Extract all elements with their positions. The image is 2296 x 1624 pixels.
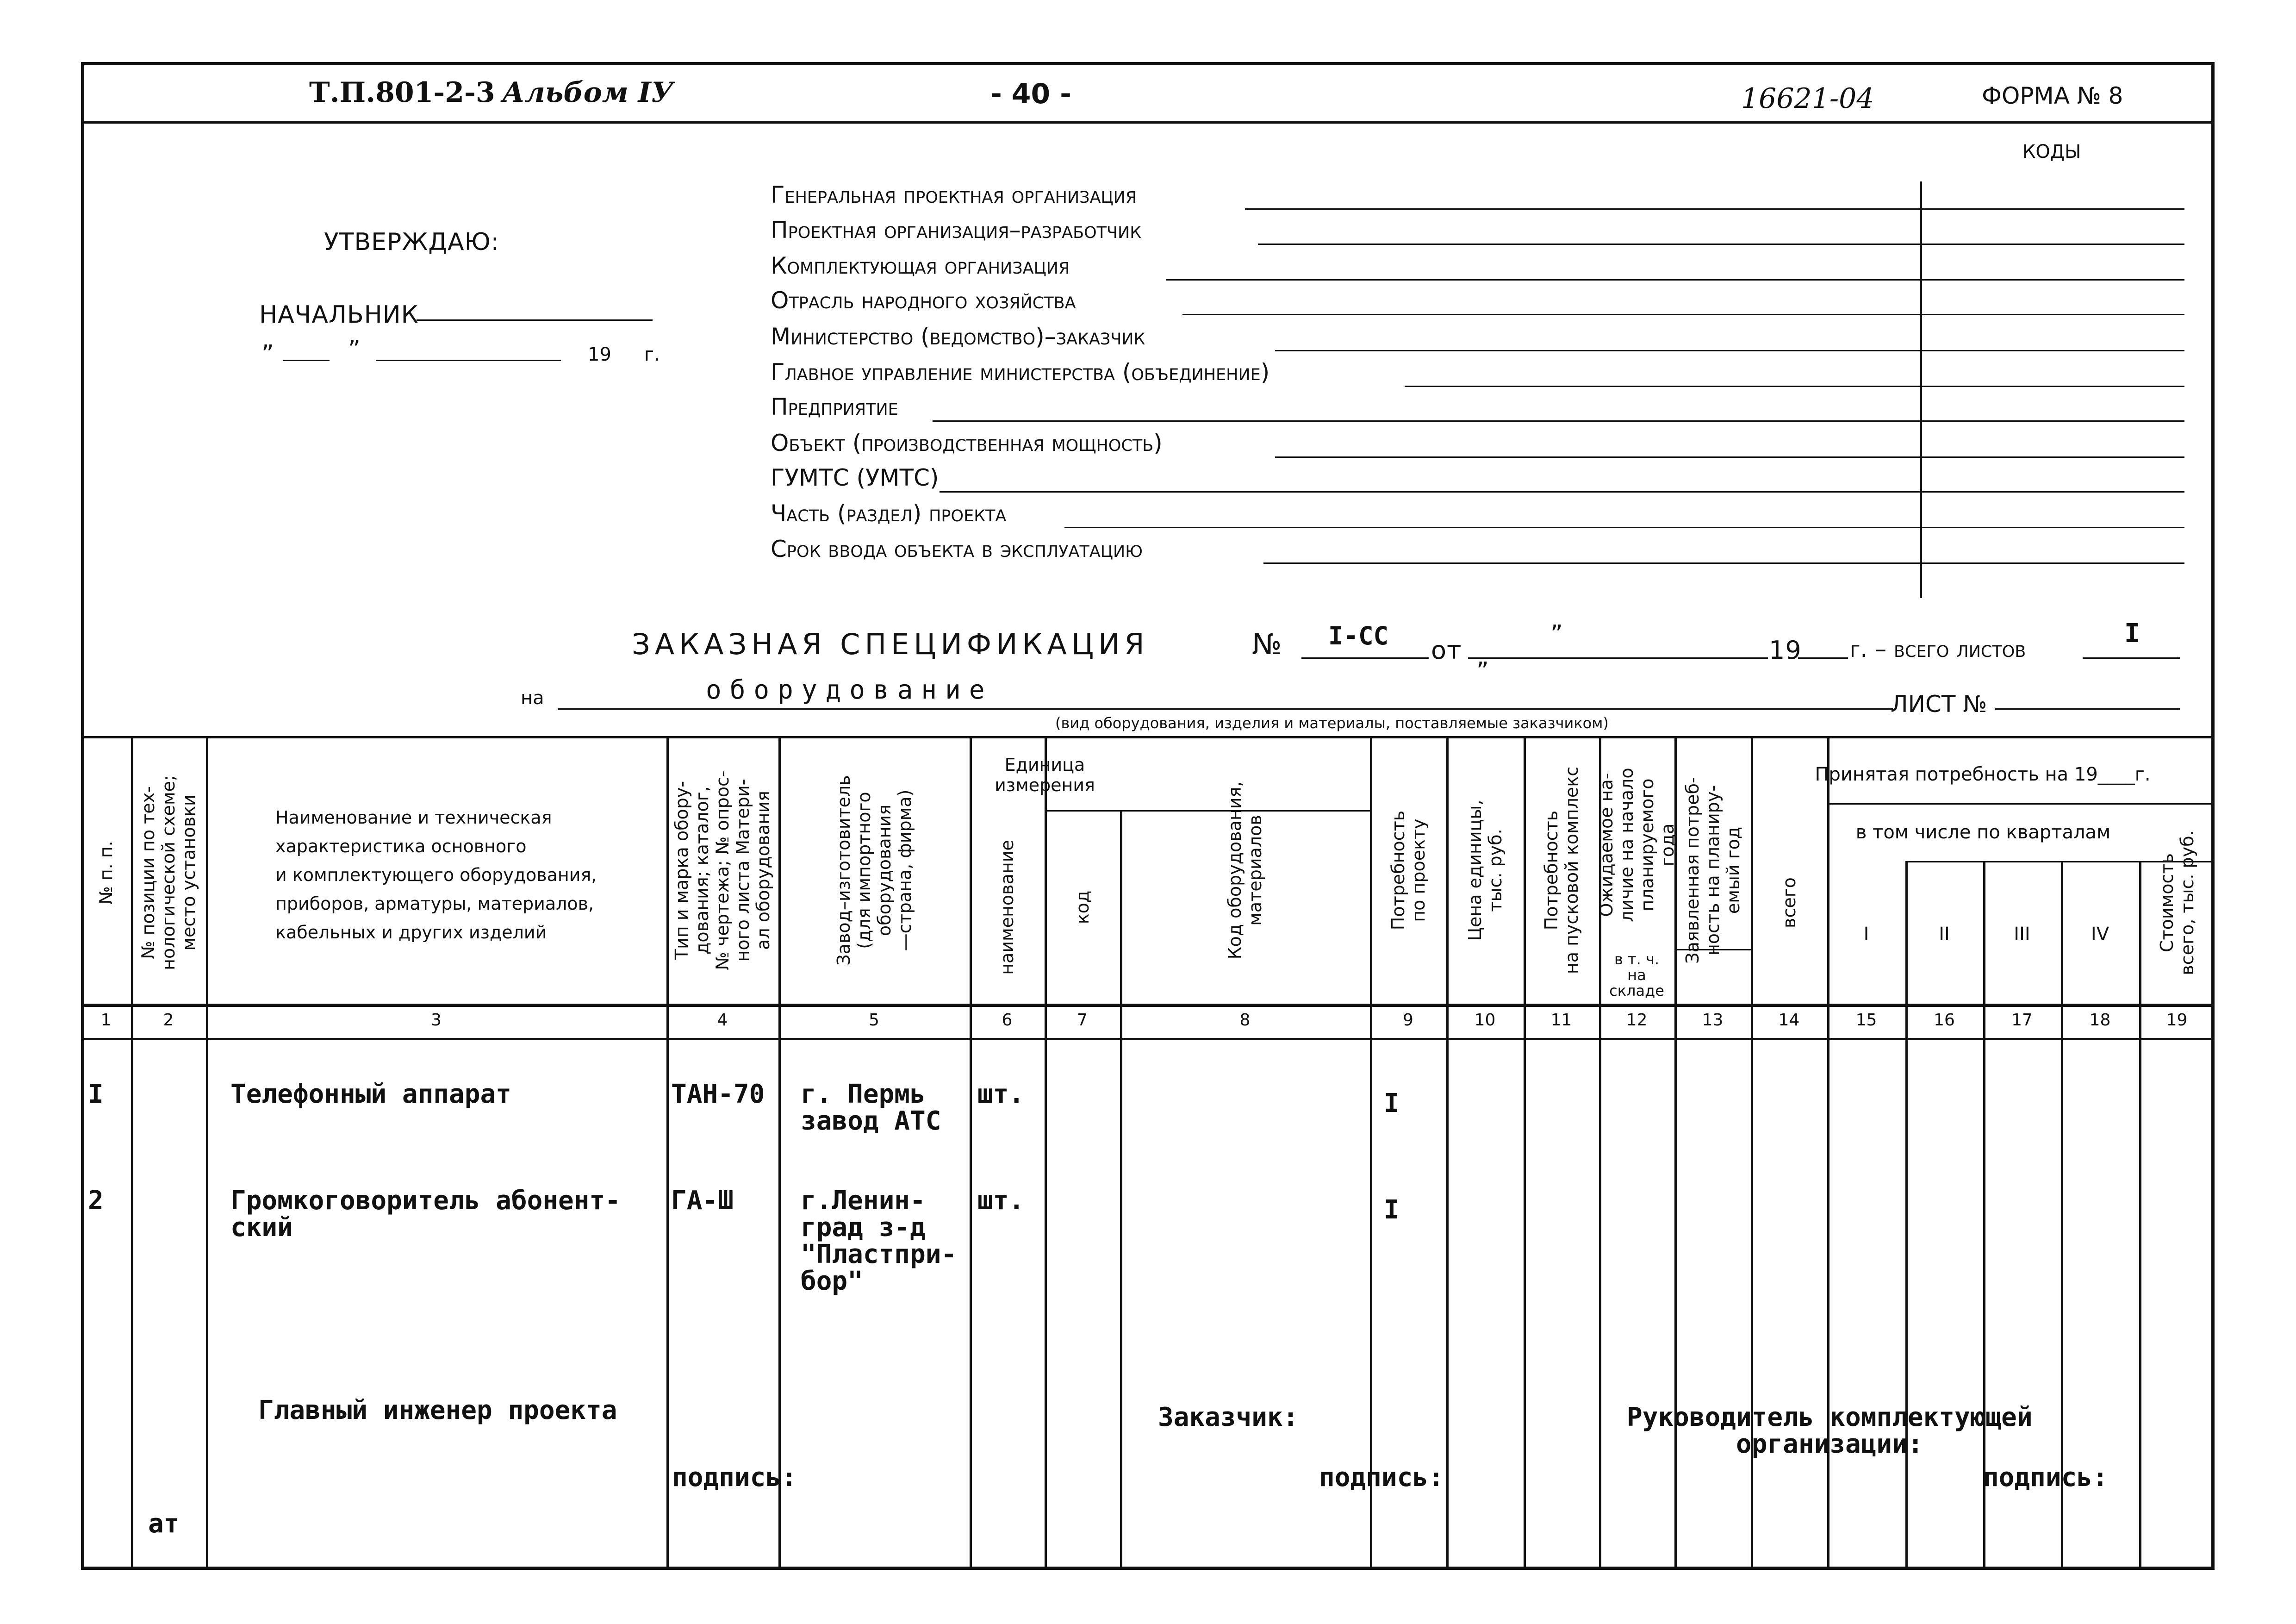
unit-group-line	[1045, 810, 1370, 812]
column-number: 1	[100, 1011, 112, 1030]
column-number: 18	[2089, 1011, 2111, 1030]
spec-sheets-total: I	[2124, 618, 2140, 649]
field-line	[1405, 386, 2184, 387]
column-border	[1524, 736, 1526, 1567]
column-number: 8	[1239, 1011, 1251, 1030]
spec-no-value: I-СС	[1328, 621, 1389, 650]
column-number: 7	[1077, 1011, 1088, 1030]
unit-group-header: Единица измерения	[995, 755, 1095, 795]
spec-sheet-line	[1995, 708, 2180, 710]
column-number: 19	[2166, 1011, 2188, 1030]
spec-na-line	[558, 708, 1893, 710]
field-label: Объект (производственная мощность)	[771, 430, 1163, 456]
spec-year-line	[1798, 657, 1848, 659]
field-line	[1258, 244, 2184, 245]
column-border	[1905, 861, 1908, 1567]
column-border	[778, 736, 781, 1567]
column-border	[2139, 861, 2141, 1567]
page-number: - 40 -	[990, 78, 1072, 110]
column-number: 3	[431, 1011, 442, 1030]
column-number: 15	[1855, 1011, 1877, 1030]
quarters-group-header: в том числе по кварталам	[1855, 822, 2111, 843]
day-line	[283, 360, 330, 361]
row-maker: г.Ленин- град з-д "Пластпри- бор"	[801, 1186, 957, 1296]
row-maker: г. Пермь завод АТС	[801, 1079, 941, 1136]
column-number: 11	[1550, 1011, 1572, 1030]
column-number: 2	[163, 1011, 174, 1030]
spec-total-line	[2083, 657, 2180, 659]
col-header-quarter-4: IV	[2091, 924, 2109, 945]
field-line	[1182, 314, 2184, 315]
field-label: Предприятие	[771, 394, 898, 420]
col-header-position: № позиции по тех- нологической схеме; место установки	[138, 775, 199, 970]
quote-open: ”	[261, 340, 274, 368]
col-header-quarter-1: I	[1863, 924, 1869, 945]
col-header-startup: Потребность на пусковой комплекс	[1541, 766, 1582, 974]
numbers-bottom-line	[81, 1038, 2215, 1040]
field-line	[1263, 562, 2184, 564]
accepted-group-header: Принятая потребность на 19____г.	[1815, 764, 2151, 785]
field-label: Срок ввода объекта в эксплуатацию	[771, 536, 1143, 562]
col-header-unit-name: наименование	[997, 840, 1017, 975]
quote-close: ”	[348, 336, 361, 363]
column-number: 6	[1002, 1011, 1013, 1030]
album-label: Альбом IУ	[502, 76, 674, 109]
col-header-unit-code: код	[1072, 890, 1093, 924]
column-border	[206, 736, 208, 1567]
column-border	[666, 736, 669, 1567]
col-header-quarter-3: III	[2014, 924, 2030, 945]
column-number: 5	[869, 1011, 879, 1030]
spec-year-label: 19	[1769, 636, 1802, 665]
spec-sheet-label: ЛИСТ №	[1891, 691, 1987, 718]
col-header-declared: Заявленная потреб- ность на планиру- емый год	[1682, 777, 1743, 964]
spec-na-caption: (вид оборудования, изделия и материалы, поставляемые заказчиком)	[1055, 714, 1609, 732]
field-label: Главное управление министерства (объединение)	[771, 359, 1270, 386]
footer-sign-3: подпись:	[1983, 1462, 2108, 1493]
col-header-type: Тип и марка обору- дования; каталог, № чертежа; № опрос- ного листа Матери- ал оборудования	[672, 770, 773, 970]
column-border	[131, 736, 133, 1567]
row-name: Громкоговоритель абонент- ский	[230, 1186, 621, 1243]
field-label: Отрасль народного хозяйства	[771, 287, 1076, 314]
col-header-name: Наименование и техническая характеристика основного и комплектующего оборудования, приборов, арматуры, материалов, кабельных и других изделий	[275, 807, 597, 943]
column-number: 12	[1626, 1011, 1648, 1030]
column-border	[1983, 861, 1985, 1567]
spec-g-label: г. – всего листов	[1850, 636, 2026, 662]
spec-date-line	[1468, 657, 1768, 659]
column-border	[1370, 736, 1372, 1567]
row-qty: I	[1384, 1088, 1400, 1118]
month-line	[376, 360, 561, 361]
field-label: ГУМТС (УМТС)	[771, 464, 939, 491]
column-number: 13	[1702, 1011, 1724, 1030]
footer-sign-2: подпись:	[1319, 1462, 1444, 1493]
spec-quote-a: ”	[1550, 620, 1563, 648]
column-number: 14	[1778, 1011, 1800, 1030]
spec-na-value: оборудование	[706, 675, 993, 705]
col-header-quarter-2: II	[1939, 924, 1950, 945]
year-suffix: г.	[644, 344, 660, 365]
footer-sign-1: подпись:	[672, 1462, 797, 1493]
footer-supplier: Руководитель комплектующей организации:	[1627, 1402, 2033, 1459]
spec-no-line	[1301, 657, 1429, 659]
table-top-line	[81, 736, 2215, 738]
form-number: ФОРМА № 8	[1982, 82, 2123, 109]
spec-na-label: на	[521, 687, 544, 709]
spec-no-label: №	[1252, 627, 1282, 661]
row-name: Телефонный аппарат	[230, 1079, 511, 1109]
inventory-number: 16621-04	[1741, 82, 1874, 115]
spec-from-label: от	[1431, 636, 1462, 665]
field-line	[940, 491, 2184, 493]
col-header-price: Цена единицы, тыс. руб.	[1464, 800, 1506, 941]
footer-chief-engineer: Главный инженер проекта	[258, 1395, 617, 1425]
field-label: Министерство (ведомство)–заказчик	[771, 323, 1145, 350]
col-header-maker: Завод–изготовитель (для импортного оборудования —страна, фирма)	[833, 775, 915, 966]
header-bottom-line	[81, 1004, 2215, 1007]
field-line	[1275, 350, 2184, 351]
topbar-divider	[81, 121, 2215, 124]
doc-code: Т.П.801-2-3	[309, 76, 495, 109]
column-number: 10	[1474, 1011, 1496, 1030]
col-header-need-project: Потребность по проекту	[1388, 810, 1429, 931]
row-number: 2	[88, 1186, 104, 1216]
chief-label: НАЧАЛЬНИК	[259, 301, 419, 329]
field-line	[1245, 208, 2184, 210]
footer-mark: ат	[148, 1509, 180, 1539]
column-number: 9	[1403, 1011, 1413, 1030]
row-type: ГА-Ш	[671, 1186, 734, 1216]
chief-line	[417, 319, 653, 321]
column-border	[1120, 810, 1122, 1567]
field-label: Часть (раздел) проекта	[771, 500, 1007, 527]
column-number: 17	[2011, 1011, 2033, 1030]
field-line	[1275, 456, 2184, 458]
field-line	[1064, 527, 2184, 528]
column-border	[1045, 736, 1047, 1567]
col-header-number: № п. п.	[96, 841, 116, 905]
col-header-equipment-code: Код оборудования, материалов	[1225, 781, 1265, 960]
row-type: ТАН-70	[671, 1079, 765, 1109]
field-line	[933, 420, 2184, 422]
column-border	[1446, 736, 1449, 1567]
col-header-stock: в т. ч. на складе	[1609, 950, 1664, 999]
approve-title: УТВЕРЖДАЮ:	[324, 228, 500, 256]
field-label: Генеральная проектная организация	[771, 181, 1137, 208]
field-label: Комплектующая организация	[771, 252, 1070, 279]
column-number: 4	[717, 1011, 728, 1030]
codes-label: КОДЫ	[2022, 141, 2081, 162]
col-header-expected: Ожидаемое на- личие на начало планируемого года	[1596, 768, 1678, 922]
column-border	[2061, 861, 2063, 1567]
spec-quote-b: ”	[1476, 657, 1489, 685]
row-unit: шт.	[977, 1186, 1025, 1216]
column-border	[970, 736, 972, 1567]
field-label: Проектная организация–разработчик	[771, 217, 1142, 244]
row-unit: шт.	[977, 1079, 1025, 1109]
field-line	[1166, 279, 2184, 281]
year-prefix: 19	[588, 344, 611, 365]
footer-customer: Заказчик:	[1158, 1402, 1299, 1432]
accepted-group-line	[1827, 803, 2215, 805]
spec-title: ЗАКАЗНАЯ СПЕЦИФИКАЦИЯ	[632, 627, 1149, 661]
col-header-total: всего	[1779, 877, 1799, 928]
col-header-cost: Стоимость всего, тыс. руб.	[2156, 830, 2197, 975]
column-number: 16	[1934, 1011, 1955, 1030]
row-qty: I	[1384, 1195, 1400, 1225]
row-number: I	[88, 1079, 104, 1109]
